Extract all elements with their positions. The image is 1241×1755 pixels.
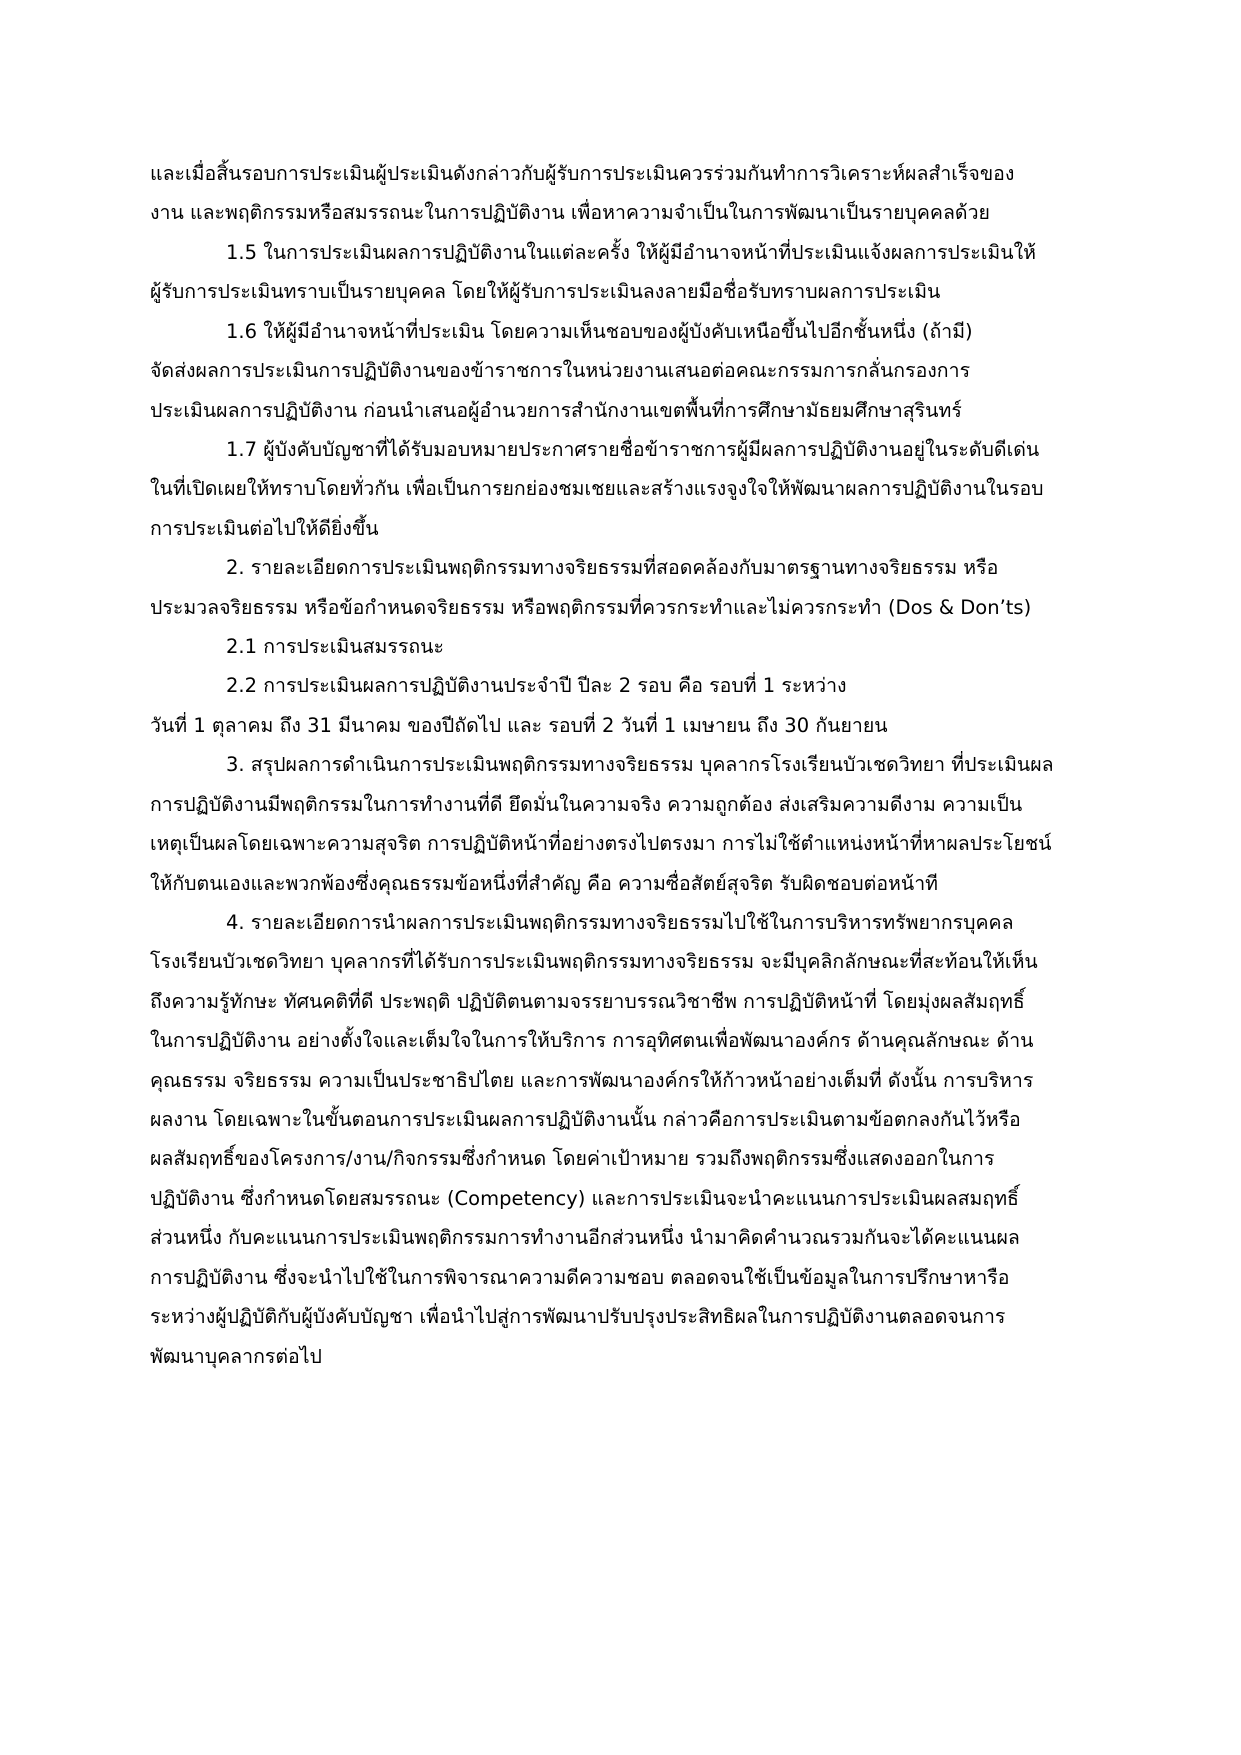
text-line: 2. รายละเอียดการประเมินพฤติกรรมทางจริยธรรมที่สอดคล้องกับมาตรฐานทางจริยธรรม หรือ bbox=[226, 556, 999, 579]
text-line: ในที่เปิดเผยให้ทราบโดยทั่วกัน เพื่อเป็นการยกย่องชมเชยและสร้างแรงจูงใจให้พัฒนาผลการปฏิบัติงานในรอบ bbox=[150, 477, 1044, 500]
text-line: 1.7 ผู้บังคับบัญชาที่ได้รับมอบหมายประกาศรายชื่อข้าราชการผู้มีผลการปฏิบัติงานอยู่ในระดับดีเด่น bbox=[226, 438, 1040, 461]
text-line: การปฏิบัติงาน ซึ่งจะนำไปใช้ในการพิจารณาความดีความชอบ ตลอดจนใช้เป็นข้อมูลในการปรึกษาหารือ bbox=[150, 1266, 1010, 1289]
text-line: และเมื่อสิ้นรอบการประเมินผู้ประเมินดังกล่าวกับผู้รับการประเมินควรร่วมกันทำการวิเคราะห์ผลสำเร็จของ bbox=[150, 162, 1015, 185]
text-line: งาน และพฤติกรรมหรือสมรรถนะในการปฏิบัติงาน เพื่อหาความจำเป็นในการพัฒนาเป็นรายบุคคลด้วย bbox=[150, 201, 990, 224]
text-line: ระหว่างผู้ปฏิบัติกับผู้บังคับบัญชา เพื่อนำไปสู่การพัฒนาปรับปรุงประสิทธิผลในการปฏิบัติงานตลอดจนการ bbox=[150, 1305, 1006, 1328]
text-line: ผลสัมฤทธิ์ของโครงการ/งาน/กิจกรรมซึ่งกำหนด โดยค่าเป้าหมาย รวมถึงพฤติกรรมซึ่งแสดงออกในการ bbox=[150, 1147, 995, 1170]
text-line: การปฏิบัติงานมีพฤติกรรมในการทำงานที่ดี ยึดมั่นในความจริง ความถูกต้อง ส่งเสริมความดีงาม ความเป็น bbox=[150, 793, 1023, 816]
text-line: 4. รายละเอียดการนำผลการประเมินพฤติกรรมทางจริยธรรมไปใช้ในการบริหารทรัพยากรบุคคล bbox=[226, 911, 1014, 934]
text-line: วันที่ 1 ตุลาคม ถึง 31 มีนาคม ของปีถัดไป และ รอบที่ 2 วันที่ 1 เมษายน ถึง 30 กันยายน bbox=[150, 714, 888, 737]
text-line: ประเมินผลการปฏิบัติงาน ก่อนนำเสนอผู้อำนวยการสำนักงานเขตพื้นที่การศึกษามัธยมศึกษาสุรินทร์ bbox=[150, 399, 962, 422]
text-line: ผลงาน โดยเฉพาะในขั้นตอนการประเมินผลการปฏิบัติงานนั้น กล่าวคือการประเมินตามข้อตกลงกันไว้หรือ bbox=[150, 1108, 1021, 1131]
text-line: จัดส่งผลการประเมินการปฏิบัติงานของข้าราชการในหน่วยงานเสนอต่อคณะกรรมการกลั่นกรองการ bbox=[150, 359, 971, 382]
text-line: ประมวลจริยธรรม หรือข้อกำหนดจริยธรรม หรือพฤติกรรมที่ควรกระทำและไม่ควรกระทำ (Dos & Don’ts) bbox=[150, 596, 1032, 619]
text-line: 1.5 ในการประเมินผลการปฏิบัติงานในแต่ละครั้ง ให้ผู้มีอำนาจหน้าที่ประเมินแจ้งผลการประเมินให้ bbox=[226, 241, 1036, 264]
text-line: เหตุเป็นผลโดยเฉพาะความสุจริต การปฏิบัติหน้าที่อย่างตรงไปตรงมา การไม่ใช้ตำแหน่งหน้าที่หาผลประโยชน์ bbox=[150, 832, 1052, 855]
text-line: 3. สรุปผลการดำเนินการประเมินพฤติกรรมทางจริยธรรม บุคลากรโรงเรียนบัวเชดวิทยา ที่ประเมินผล bbox=[226, 753, 1054, 776]
text-line: โรงเรียนบัวเชดวิทยา บุคลากรที่ได้รับการประเมินพฤติกรรมทางจริยธรรม จะมีบุคลิกลักษณะที่สะท้อนให้เห็น bbox=[150, 950, 1038, 973]
text-line: ให้กับตนเองและพวกพ้องซึ่งคุณธรรมข้อหนึ่งที่สำคัญ คือ ความซื่อสัตย์สุจริต รับผิดชอบต่อหน้าที bbox=[150, 872, 939, 895]
text-line: 2.2 การประเมินผลการปฏิบัติงานประจำปี ปีละ 2 รอบ คือ รอบที่ 1 ระหว่าง bbox=[226, 674, 847, 697]
text-line: ปฏิบัติงาน ซึ่งกำหนดโดยสมรรถนะ (Competency) และการประเมินจะนำคะแนนการประเมินผลสมฤทธิ์ bbox=[150, 1187, 1019, 1210]
text-line: ในการปฏิบัติงาน อย่างตั้งใจและเต็มใจในการให้บริการ การอุทิศตนเพื่อพัฒนาองค์กร ด้านคุณลักษณะ ด้าน bbox=[150, 1029, 1034, 1052]
text-line: ส่วนหนึ่ง กับคะแนนการประเมินพฤติกรรมการทำงานอีกส่วนหนึ่ง นำมาคิดคำนวณรวมกันจะได้คะแนนผล bbox=[150, 1226, 1020, 1249]
text-line: คุณธรรม จริยธรรม ความเป็นประชาธิปไตย และการพัฒนาองค์กรให้ก้าวหน้าอย่างเต็มที่ ดังนั้น การบริหาร bbox=[150, 1069, 1034, 1092]
text-line: 2.1 การประเมินสมรรถนะ bbox=[226, 635, 444, 658]
text-line: ถึงความรู้ทักษะ ทัศนคติที่ดี ประพฤติ ปฏิบัติตนตามจรรยาบรรณวิชาชีพ การปฏิบัติหน้าที่ โดยมุ่งผลสัมฤทธิ์ bbox=[150, 990, 1025, 1013]
text-line: การประเมินต่อไปให้ดียิ่งขึ้น bbox=[150, 517, 379, 540]
text-line: พัฒนาบุคลากรต่อไป bbox=[150, 1345, 322, 1368]
text-line: 1.6 ให้ผู้มีอำนาจหน้าที่ประเมิน โดยความเห็นชอบของผู้บังคับเหนือขึ้นไปอีกชั้นหนึ่ง (ถ้ามี) bbox=[226, 320, 973, 343]
text-line: ผู้รับการประเมินทราบเป็นรายบุคคล โดยให้ผู้รับการประเมินลงลายมือชื่อรับทราบผลการประเมิน bbox=[150, 280, 941, 303]
